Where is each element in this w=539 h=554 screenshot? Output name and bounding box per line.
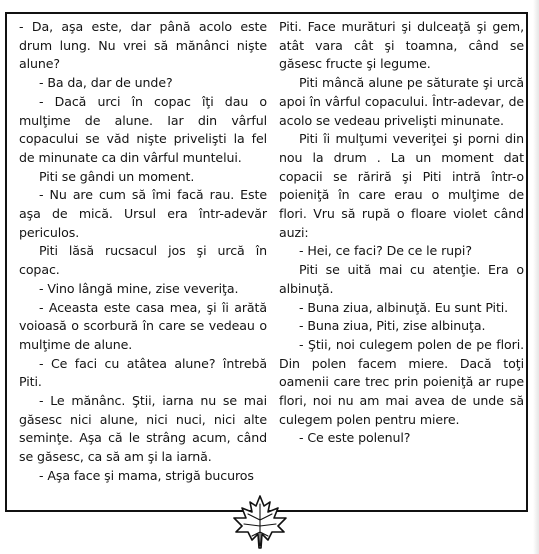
paragraph: - Da, aşa este, dar până acolo este drum lung. Nu vrei să mănânci nişte alune?	[19, 19, 267, 72]
paragraph: - Aceasta este casa mea, şi îi arătă voioasă o scorbură în care se vedeau o mulţime de alune.	[19, 299, 267, 352]
paragraph: - Ce este polenul?	[299, 430, 411, 446]
paragraph: Piti se uită mai cu atenţie. Era o albinuţă.	[279, 262, 524, 296]
paragraph: Piti îi mulţumi veveriţei şi porni din nou la drum . La un moment dat copacii se răriră şi Piti intră într-o poieniţă în care erau o mulţime de flori. Vru să rupă o floare violet când auzi:	[279, 131, 524, 240]
paragraph: Piti se gândi un moment.	[39, 168, 195, 184]
paragraph: - Buna ziua, albinuţă. Eu sunt Piti.	[299, 299, 509, 315]
paragraph: - Ştii, noi culegem polen de pe flori. Din polen facem miere. Dacă toţi oamenii care trec prin poieniţă ar rupe flori, noi nu am mai avea de unde să culegem polen pentru miere.	[279, 336, 524, 427]
paragraph: - Buna ziua, Piti, zise albinuţa.	[299, 318, 486, 334]
paragraph: Piti mâncă alune pe săturate şi urcă apoi în vârful copacului. Într-adevar, de acolo se vedeau privelişti minunate.	[279, 75, 524, 128]
paragraph: - Hei, ce faci? De ce le rupi?	[299, 243, 472, 259]
paragraph: - Ce faci cu atâtea alune? întrebă Piti.	[19, 355, 267, 390]
page-edge-shadow	[533, 0, 539, 554]
paragraph: - Le mănânc. Ştii, iarna nu se mai găsesc nici alune, nici nuci, nici alte seminţe. Aşa că le strâng acum, când se găsesc, ca să am şi la iarnă.	[19, 393, 267, 465]
left-column	[19, 18, 267, 486]
paragraph: - Dacă urci în copac îţi dau o mulţime de alune. Iar din vârful copacului se văd nişte privelişti la fel de minunate ca din vârful muntelui.	[19, 93, 267, 165]
paragraph: - Nu are cum să îmi facă rau. Este aşa de mică. Ursul era într-adevăr periculos.	[19, 187, 267, 240]
text-frame	[5, 12, 528, 512]
right-column	[279, 18, 524, 448]
paragraph: - Aşa face şi mama, strigă bucuros	[39, 467, 254, 483]
paragraph: - Ba da, dar de unde?	[39, 75, 173, 91]
maple-leaf-icon	[228, 494, 292, 550]
paragraph: - Vino lângă mine, zise veveriţa.	[39, 280, 239, 296]
paragraph: Piti lăsă rucsacul jos şi urcă în copac.	[19, 243, 267, 278]
paragraph: Piti. Face murături şi dulceaţă şi gem, atât vara cât şi toamna, când se găsesc fructe şi legume.	[279, 19, 524, 72]
